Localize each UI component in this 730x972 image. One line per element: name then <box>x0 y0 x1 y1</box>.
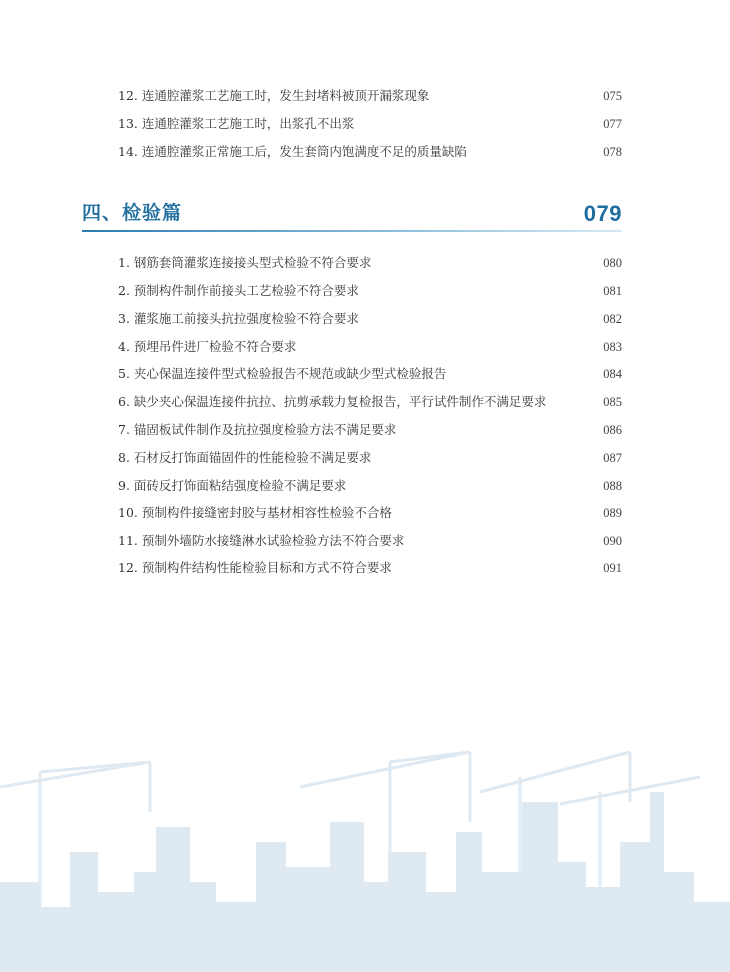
toc-entry-title: 3. 灌浆施工前接头抗拉强度检验不符合要求 <box>118 311 359 326</box>
toc-entry[interactable] <box>118 502 622 524</box>
toc-entry[interactable] <box>118 85 622 107</box>
toc-entry-page: 083 <box>603 340 622 354</box>
toc-entry-page: 077 <box>603 117 622 131</box>
toc-entry-title: 1. 钢筋套筒灌浆连接接头型式检验不符合要求 <box>118 255 372 270</box>
toc-entry[interactable] <box>118 336 622 358</box>
toc-entry-page: 086 <box>603 423 622 437</box>
section-heading[interactable] <box>82 196 622 228</box>
toc-entry-title: 11. 预制外墙防水接缝淋水试验检验方法不符合要求 <box>118 533 405 548</box>
toc-entry-page: 085 <box>603 395 622 409</box>
construction-skyline-watermark <box>0 732 730 972</box>
section-page-number: 079 <box>583 201 622 226</box>
toc-entry-title: 7. 锚固板试件制作及抗拉强度检验方法不满足要求 <box>118 422 397 437</box>
toc-entry[interactable] <box>118 141 622 163</box>
toc-entry-title: 2. 预制构件制作前接头工艺检验不符合要求 <box>118 283 359 298</box>
toc-entry[interactable] <box>118 530 622 552</box>
toc-entry[interactable] <box>118 475 622 497</box>
toc-entry-page: 075 <box>603 89 622 103</box>
toc-entry-page: 088 <box>603 479 622 493</box>
toc-entry-title: 13. 连通腔灌浆工艺施工时，出浆孔不出浆 <box>118 116 355 131</box>
toc-entry[interactable] <box>118 447 622 469</box>
toc-entry[interactable] <box>118 363 622 385</box>
toc-entry[interactable] <box>118 557 622 579</box>
toc-entry-title: 6. 缺少夹心保温连接件抗拉、抗剪承载力复检报告，平行试件制作不满足要求 <box>118 394 547 409</box>
toc-entry[interactable] <box>118 113 622 135</box>
toc-entry-page: 091 <box>603 561 622 575</box>
section-title: 四、检验篇 <box>82 203 183 224</box>
toc-entry[interactable] <box>118 419 622 441</box>
toc-entry-page: 087 <box>603 451 622 465</box>
toc-entry-title: 9. 面砖反打饰面粘结强度检验不满足要求 <box>118 478 347 493</box>
toc-entry-page: 080 <box>603 256 622 270</box>
toc-entry-title: 5. 夹心保温连接件型式检验报告不规范或缺少型式检验报告 <box>118 366 447 381</box>
toc-entry-page: 090 <box>603 534 622 548</box>
toc-entry[interactable] <box>118 308 622 330</box>
toc-entry-title: 12. 预制构件结构性能检验目标和方式不符合要求 <box>118 560 392 575</box>
toc-entry[interactable] <box>118 252 622 274</box>
toc-entry-page: 081 <box>603 284 622 298</box>
toc-entry-title: 14. 连通腔灌浆正常施工后，发生套筒内饱满度不足的质量缺陷 <box>118 144 467 159</box>
toc-entry[interactable] <box>118 391 622 413</box>
toc-entry-title: 8. 石材反打饰面锚固件的性能检验不满足要求 <box>118 450 372 465</box>
toc-entry-page: 078 <box>603 145 622 159</box>
toc-entry-page: 089 <box>603 506 622 520</box>
section-divider <box>82 230 622 232</box>
toc-entry-title: 10. 预制构件接缝密封胶与基材相容性检验不合格 <box>118 505 392 520</box>
toc-entry-page: 084 <box>603 367 622 381</box>
toc-entry[interactable] <box>118 280 622 302</box>
toc-entry-title: 12. 连通腔灌浆工艺施工时，发生封堵料被顶开漏浆现象 <box>118 88 430 103</box>
toc-entry-title: 4. 预埋吊件进厂检验不符合要求 <box>118 339 297 354</box>
toc-entry-page: 082 <box>603 312 622 326</box>
